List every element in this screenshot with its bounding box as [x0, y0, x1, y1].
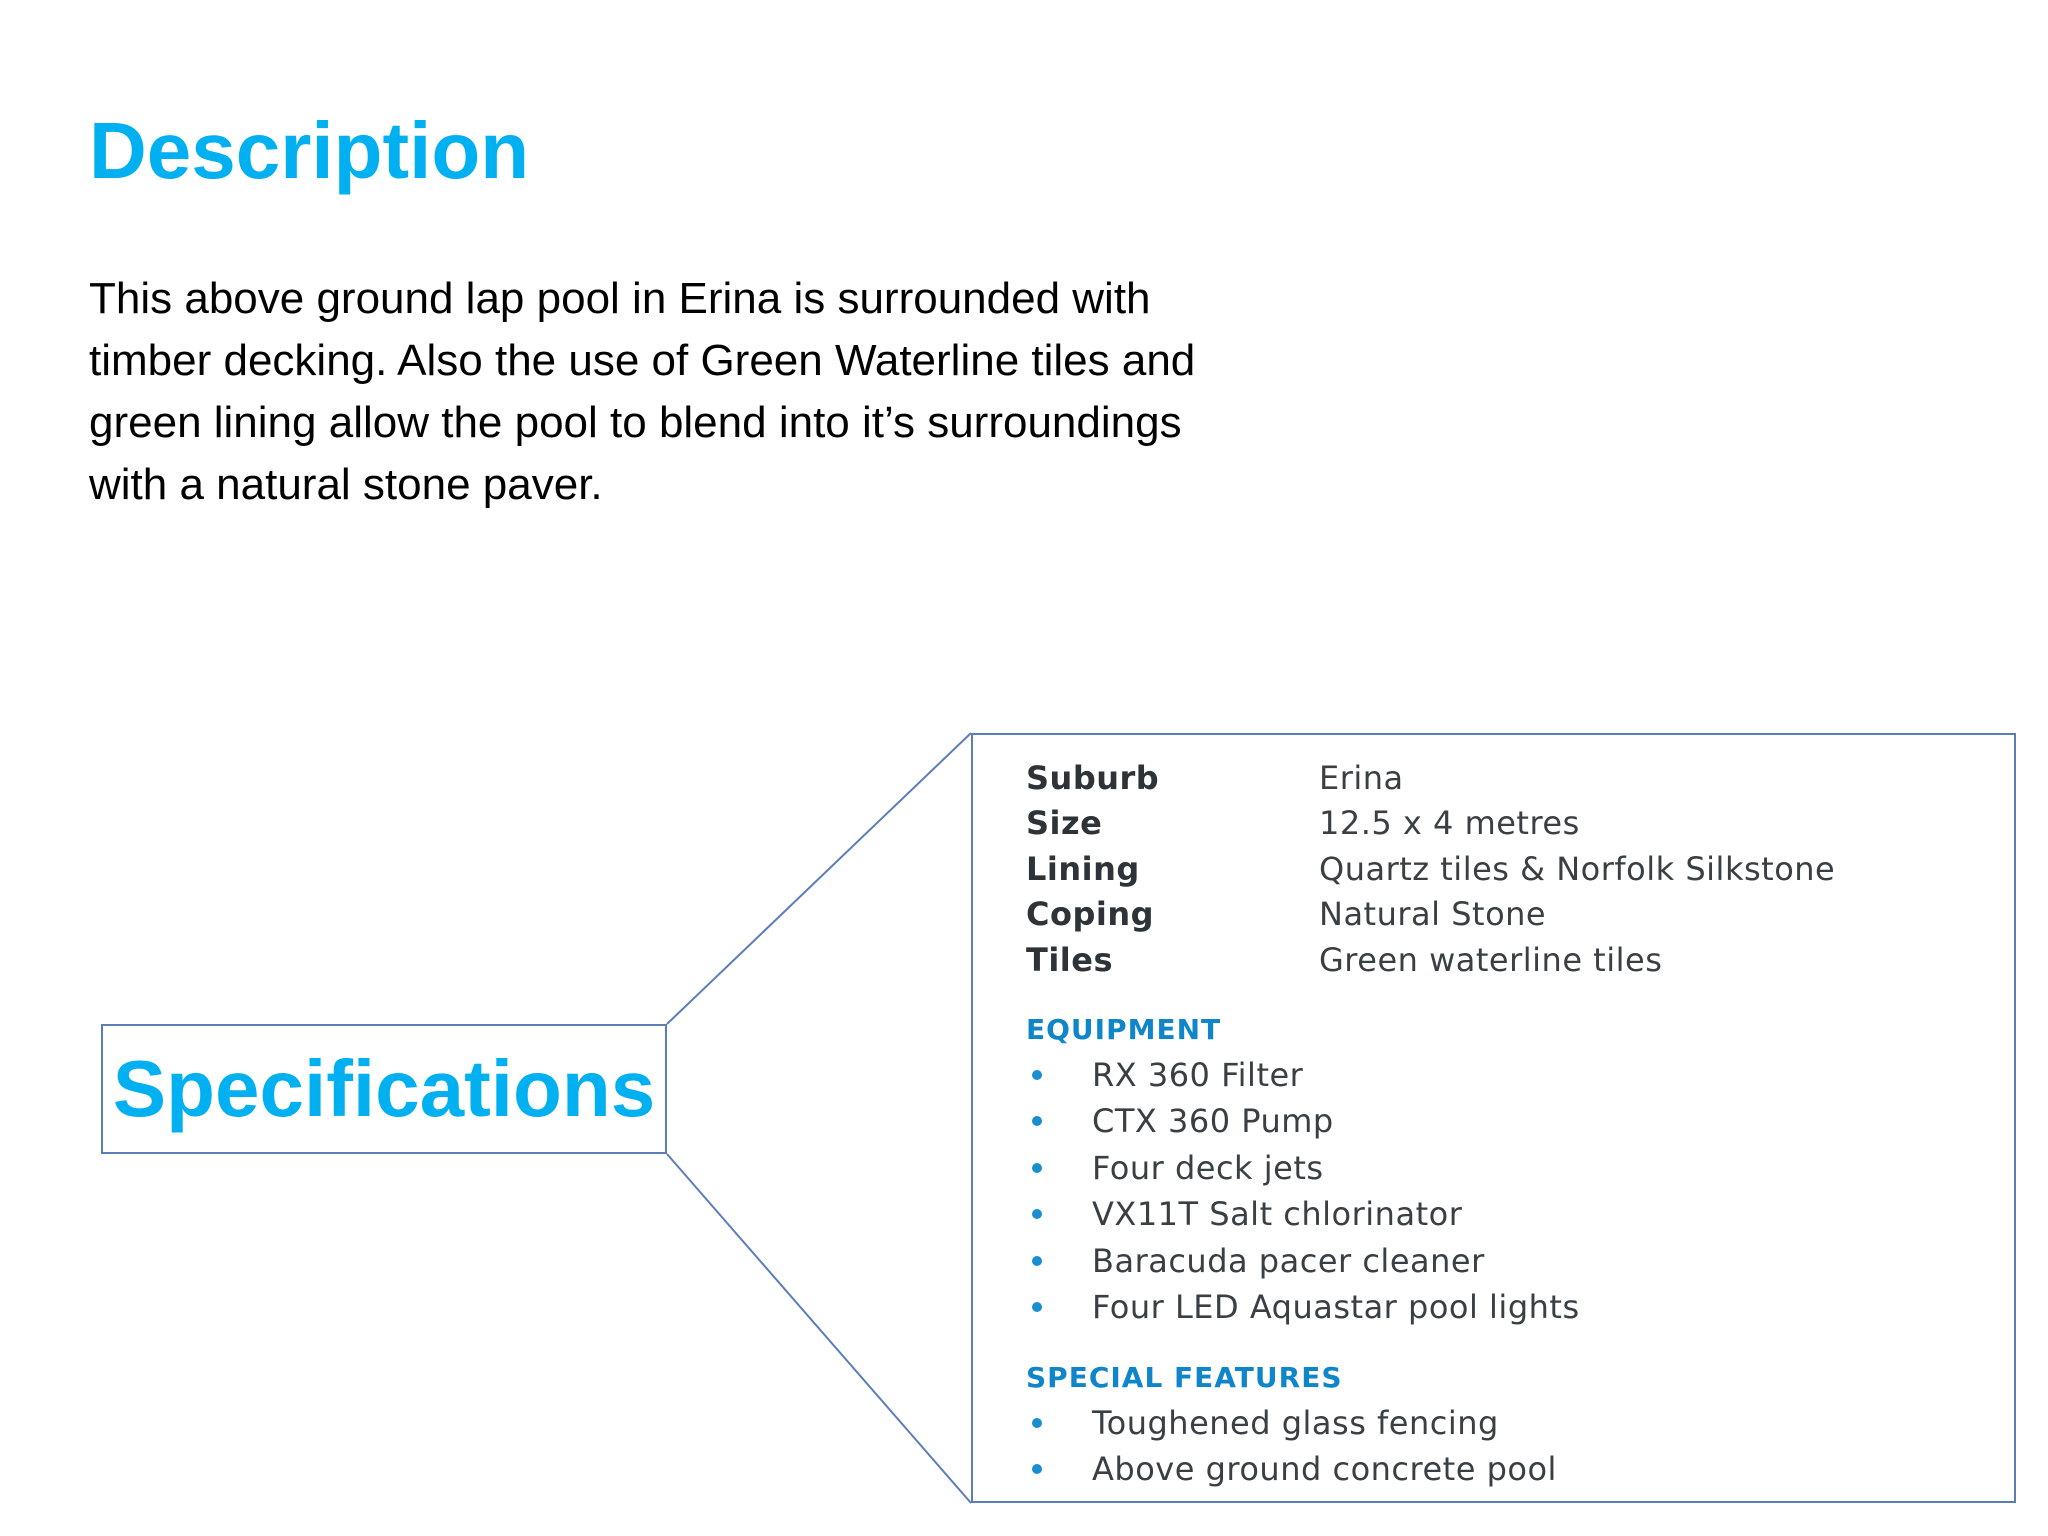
- spec-value: Green waterline tiles: [1319, 940, 1663, 979]
- spec-row-tiles: [1026, 937, 2014, 983]
- list-item-text: Four LED Aquastar pool lights: [1092, 1288, 1580, 1327]
- spec-value: Quartz tiles & Norfolk Silkstone: [1319, 849, 1836, 888]
- list-item-text: CTX 360 Pump: [1092, 1102, 1334, 1141]
- bullet-icon: [1032, 1256, 1042, 1266]
- callout-line-bottom: [667, 1154, 971, 1503]
- list-item: [1026, 1238, 2014, 1285]
- spec-key: Lining: [1026, 849, 1140, 888]
- list-item: [1026, 1446, 2014, 1493]
- spec-value: 12.5 x 4 metres: [1319, 804, 1580, 843]
- spec-table: [1026, 755, 2014, 983]
- bullet-icon: [1032, 1209, 1042, 1219]
- spec-value: Erina: [1319, 758, 1404, 797]
- list-item: [1026, 1284, 2014, 1331]
- list-item: [1026, 1145, 2014, 1192]
- bullet-icon: [1032, 1302, 1042, 1312]
- specifications-label: Specifications: [112, 1044, 656, 1133]
- bullet-icon: [1032, 1163, 1042, 1173]
- spec-row-suburb: [1026, 755, 2014, 801]
- equipment-list: [1026, 1052, 2014, 1331]
- spec-row-lining: [1026, 846, 2014, 892]
- list-item-text: Four deck jets: [1092, 1148, 1324, 1187]
- list-item-text: RX 360 Filter: [1092, 1055, 1304, 1094]
- description-title: Description: [89, 106, 530, 195]
- list-item-text: Baracuda pacer cleaner: [1092, 1241, 1485, 1280]
- list-item-text: Toughened glass fencing: [1092, 1403, 1499, 1442]
- spec-key: Suburb: [1026, 758, 1160, 797]
- spec-value: Natural Stone: [1319, 895, 1547, 934]
- spec-key: Tiles: [1026, 940, 1114, 979]
- list-item: [1026, 1400, 2014, 1447]
- list-item: [1026, 1052, 2014, 1099]
- list-item: [1026, 1098, 2014, 1145]
- callout-line-top: [667, 733, 971, 1024]
- bullet-icon: [1032, 1116, 1042, 1126]
- special-features-heading: SPECIAL FEATURES: [1026, 1360, 1343, 1394]
- spec-row-coping: [1026, 892, 2014, 938]
- bullet-icon: [1032, 1418, 1042, 1428]
- specifications-label-box: [101, 1024, 667, 1154]
- description-text: This above ground lap pool in Erina is surrounded with timber decking. Also the use of Green Waterline tiles and green lining allow the pool to blend into it’s surroundings with a natural stone paver.: [89, 274, 1196, 509]
- spec-row-size: [1026, 801, 2014, 847]
- spec-key: Size: [1026, 804, 1103, 843]
- list-item-text: VX11T Salt chlorinator: [1092, 1195, 1463, 1234]
- bullet-icon: [1032, 1464, 1042, 1474]
- bullet-icon: [1032, 1070, 1042, 1080]
- spec-key: Coping: [1026, 895, 1155, 934]
- special-features-list: [1026, 1400, 2014, 1493]
- list-item: [1026, 1191, 2014, 1238]
- list-item-text: Above ground concrete pool: [1092, 1450, 1557, 1489]
- equipment-heading: EQUIPMENT: [1026, 1012, 1222, 1046]
- specifications-panel: [971, 733, 2016, 1503]
